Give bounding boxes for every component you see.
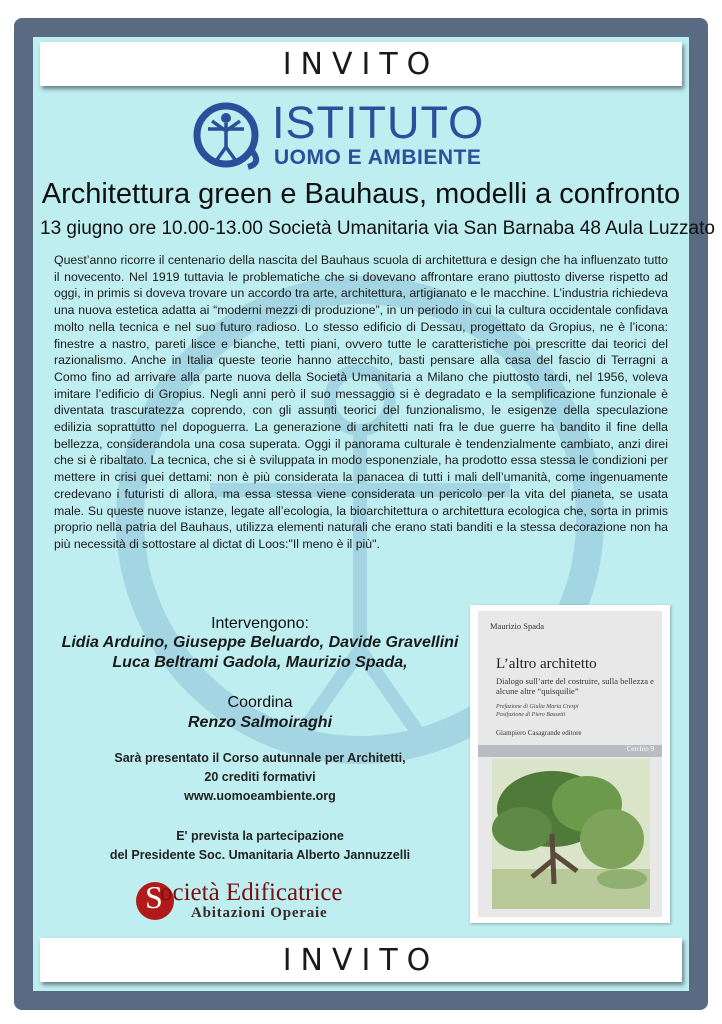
coordinator-name: Renzo Salmoiraghi xyxy=(187,714,333,731)
speakers-label: Intervengono: xyxy=(211,615,309,632)
book-series-band xyxy=(478,745,662,757)
book-cover xyxy=(478,611,662,917)
footer-invito-bar xyxy=(40,938,682,982)
header-invito-text: INVITO xyxy=(282,46,440,82)
logo-subtitle: UOMO E AMBIENTE xyxy=(274,146,482,169)
istituto-logo xyxy=(188,97,488,171)
description-paragraph: Quest’anno ricorre il centenario della nascita del Bauhaus scuola di architettura e design che ha influenzato tutto il novecento. Nel 1919 tuttavia le problematiche che si dovevano affrontare erano piuttosto diverse rispetto ad oggi, in primis si doveva trovare un accordo tra arte, architettura, artigianato e le macchine. L’industria richiedeva una nuova estetica adatta ai “moderni mezzi di produzione”, in un periodo in cui la cultura occidentale confidava molto nella tecnica e nel suo futuro radioso. Lo stesso edificio di Dessau, progettato da Gropius, ne è l’icona: finestre a nastro, pareti lisce e bianche, tetti piani, ovvero tutte le caratteristiche poi prescritte dai teorici del razionalismo. Anche in Italia queste teorie hanno attecchito, basti pensare alla casa del fascio di Terragni a Como fino ad arrivare alla parte nuova della Società Umanitaria a Milano che piuttosto tardi, nel 1956, voleva imitare l’edificio di Gropius. Negli anni però il suo messaggio si è degradato e la semplificazione funzionale è diventata trascuratezza coprendo, con gli assunti teorici del funzionalismo, le esigenze della speculazione edilizia soprattutto nel dopoguerra. La generazione di architetti nati fra le due guerre ha bandito il fine della bellezza, considerandola una cosa superata. Oggi il panorama culturale è tendenzialmente cambiato, anzi direi che si è ribaltato. La tecnica, che si è sviluppata in modo esponenziale, ha prodotto essa stessa le condizioni per mettere in crisi quei dettami: non è più considerata la panacea di tutti i mali dell’umanità, come ingenuamente credevano i futuristi di allora, ma essa stessa viene considerata un pericolo per la vita del pianeta, se usata male. Su queste nuove istanze, legate all’ecologia, la bioarchitettura o architettura ecologica che, sorta in primis proprio nella patria del Bauhaus, utilizza elementi naturali che erano stati banditi e la stessa decorazione non ha più necessità di sottostare al dictat di Loos:"Il meno è il più". xyxy=(54,253,668,551)
book-credits xyxy=(496,703,656,719)
book-postface: Postfazione di Piero Bassetti xyxy=(496,712,566,718)
coordination-label: Coordina xyxy=(227,694,293,711)
book-publisher: Giampiero Casagrande editore xyxy=(496,729,582,737)
sponsor-tagline: Abitazioni Operaie xyxy=(191,905,328,921)
footer-invito-text: INVITO xyxy=(282,942,440,978)
book-cover-image xyxy=(470,605,670,923)
coordination-block xyxy=(50,692,470,733)
event-title: Architettura green e Bauhaus, modelli a confronto xyxy=(41,178,681,210)
book-preface: Prefazione di Giulia Maria Crespi xyxy=(496,704,579,710)
speakers-block xyxy=(50,615,470,673)
participation-info xyxy=(50,827,470,865)
course-line-2: 20 crediti formativi xyxy=(204,770,316,784)
book-title: L’altro architetto xyxy=(496,656,597,672)
sponsor-logo xyxy=(136,880,436,930)
logo-title: ISTITUTO xyxy=(272,97,485,148)
sponsor-initial: S xyxy=(145,879,163,915)
tree-painting xyxy=(492,759,650,909)
website-link[interactable]: www.uomoeambiente.org xyxy=(184,789,336,803)
book-author: Maurizio Spada xyxy=(490,621,545,631)
speakers-line-1: Lidia Arduino, Giuseppe Beluardo, Davide Gravellini xyxy=(61,634,459,651)
event-date-location: 13 giugno ore 10.00-13.00 Società Umanitaria via San Barnaba 48 Aula Luzzato xyxy=(40,218,715,239)
speakers-line-2: Luca Beltrami Gadola, Maurizio Spada, xyxy=(112,654,408,671)
book-series: Cerchio 9 xyxy=(626,745,654,753)
course-line-1: Sarà presentato il Corso autunnale per Architetti, xyxy=(114,751,406,765)
book-subtitle: Dialogo sull’arte del costruire, sulla bellezza e alcune altre “quisquilie” xyxy=(496,676,654,696)
header-invito-bar xyxy=(40,42,682,86)
participation-line-2: del Presidente Soc. Umanitaria Alberto Jannuzzelli xyxy=(109,848,411,862)
course-info xyxy=(50,749,470,806)
sponsor-name: ocietà Edificatrice xyxy=(160,879,343,906)
participation-line-1: E' prevista la partecipazione xyxy=(176,829,344,843)
vitruvian-icon xyxy=(188,101,266,171)
